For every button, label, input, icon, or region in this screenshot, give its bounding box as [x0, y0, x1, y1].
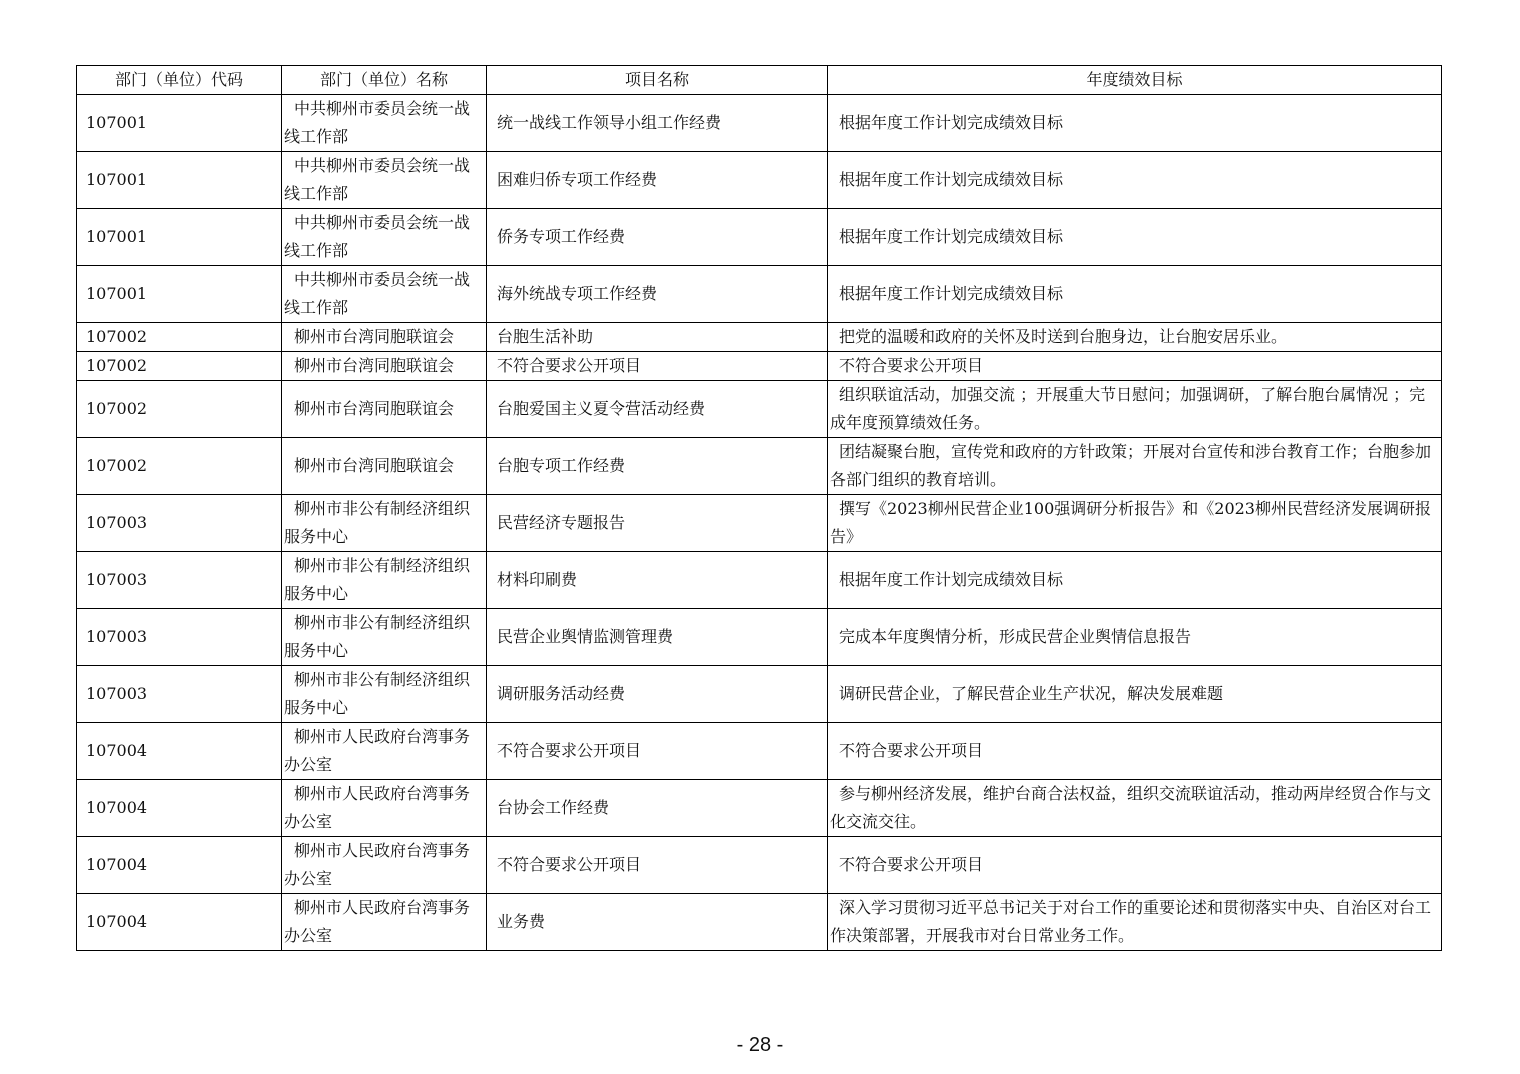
table-row	[77, 666, 1442, 723]
cell-annual-goal: 完成本年度舆情分析，形成民营企业舆情信息报告	[828, 609, 1442, 666]
table-row	[77, 495, 1442, 552]
cell-annual-goal: 根据年度工作计划完成绩效目标	[828, 152, 1442, 209]
cell-annual-goal: 根据年度工作计划完成绩效目标	[828, 95, 1442, 152]
cell-dept-name: 柳州市非公有制经济组织服务中心	[282, 552, 487, 609]
cell-dept-code: 107004	[77, 723, 282, 780]
table-row	[77, 352, 1442, 381]
cell-project-name: 侨务专项工作经费	[487, 209, 828, 266]
cell-annual-goal: 深入学习贯彻习近平总书记关于对台工作的重要论述和贯彻落实中央、自治区对台工作决策部署，开展我市对台日常业务工作。	[828, 894, 1442, 951]
cell-project-name: 台胞爱国主义夏令营活动经费	[487, 381, 828, 438]
cell-project-name: 海外统战专项工作经费	[487, 266, 828, 323]
cell-dept-name: 柳州市非公有制经济组织服务中心	[282, 666, 487, 723]
cell-annual-goal: 不符合要求公开项目	[828, 837, 1442, 894]
cell-dept-code: 107001	[77, 209, 282, 266]
cell-annual-goal: 团结凝聚台胞，宣传党和政府的方针政策；开展对台宣传和涉台教育工作；台胞参加各部门组织的教育培训。	[828, 438, 1442, 495]
cell-dept-name: 柳州市人民政府台湾事务办公室	[282, 780, 487, 837]
cell-dept-code: 107003	[77, 609, 282, 666]
cell-dept-name: 柳州市非公有制经济组织服务中心	[282, 609, 487, 666]
table-row	[77, 152, 1442, 209]
table-row	[77, 438, 1442, 495]
table-row	[77, 381, 1442, 438]
cell-project-name: 台胞专项工作经费	[487, 438, 828, 495]
table-row	[77, 609, 1442, 666]
cell-dept-code: 107004	[77, 837, 282, 894]
performance-goals-table	[76, 65, 1442, 951]
table-row	[77, 837, 1442, 894]
cell-dept-name: 中共柳州市委员会统一战线工作部	[282, 266, 487, 323]
header-project-name: 项目名称	[487, 66, 828, 95]
cell-annual-goal: 组织联谊活动，加强交流 ；开展重大节日慰问；加强调研，了解台胞台属情况 ；完成年度预算绩效任务。	[828, 381, 1442, 438]
cell-annual-goal: 参与柳州经济发展，维护台商合法权益，组织交流联谊活动，推动两岸经贸合作与文化交流交往。	[828, 780, 1442, 837]
cell-dept-code: 107004	[77, 894, 282, 951]
cell-annual-goal: 不符合要求公开项目	[828, 352, 1442, 381]
table-row	[77, 723, 1442, 780]
cell-dept-name: 柳州市台湾同胞联谊会	[282, 323, 487, 352]
cell-project-name: 材料印刷费	[487, 552, 828, 609]
cell-dept-code: 107001	[77, 266, 282, 323]
table-row	[77, 552, 1442, 609]
performance-goals-table-wrapper	[76, 65, 1441, 951]
table-row	[77, 266, 1442, 323]
cell-dept-code: 107003	[77, 552, 282, 609]
cell-dept-name: 柳州市台湾同胞联谊会	[282, 352, 487, 381]
table-header-row	[77, 66, 1442, 95]
cell-project-name: 不符合要求公开项目	[487, 352, 828, 381]
cell-project-name: 台协会工作经费	[487, 780, 828, 837]
cell-dept-name: 柳州市人民政府台湾事务办公室	[282, 894, 487, 951]
cell-dept-code: 107004	[77, 780, 282, 837]
cell-dept-code: 107001	[77, 95, 282, 152]
table-row	[77, 209, 1442, 266]
cell-dept-code: 107002	[77, 381, 282, 438]
cell-project-name: 民营经济专题报告	[487, 495, 828, 552]
cell-dept-name: 中共柳州市委员会统一战线工作部	[282, 95, 487, 152]
cell-dept-code: 107002	[77, 438, 282, 495]
cell-dept-name: 中共柳州市委员会统一战线工作部	[282, 152, 487, 209]
cell-dept-code: 107002	[77, 352, 282, 381]
cell-project-name: 统一战线工作领导小组工作经费	[487, 95, 828, 152]
cell-dept-name: 柳州市人民政府台湾事务办公室	[282, 837, 487, 894]
table-row	[77, 780, 1442, 837]
cell-annual-goal: 调研民营企业，了解民营企业生产状况，解决发展难题	[828, 666, 1442, 723]
cell-project-name: 不符合要求公开项目	[487, 837, 828, 894]
cell-annual-goal: 撰写《2023柳州民营企业100强调研分析报告》和《2023柳州民营经济发展调研报告》	[828, 495, 1442, 552]
cell-annual-goal: 根据年度工作计划完成绩效目标	[828, 552, 1442, 609]
cell-annual-goal: 把党的温暖和政府的关怀及时送到台胞身边，让台胞安居乐业。	[828, 323, 1442, 352]
cell-dept-name: 中共柳州市委员会统一战线工作部	[282, 209, 487, 266]
cell-project-name: 台胞生活补助	[487, 323, 828, 352]
cell-dept-name: 柳州市人民政府台湾事务办公室	[282, 723, 487, 780]
cell-project-name: 民营企业舆情监测管理费	[487, 609, 828, 666]
cell-dept-code: 107001	[77, 152, 282, 209]
cell-annual-goal: 不符合要求公开项目	[828, 723, 1442, 780]
cell-dept-code: 107002	[77, 323, 282, 352]
header-annual-goal: 年度绩效目标	[828, 66, 1442, 95]
cell-dept-name: 柳州市台湾同胞联谊会	[282, 381, 487, 438]
cell-project-name: 困难归侨专项工作经费	[487, 152, 828, 209]
cell-dept-name: 柳州市非公有制经济组织服务中心	[282, 495, 487, 552]
header-dept-name: 部门（单位）名称	[282, 66, 487, 95]
table-row	[77, 95, 1442, 152]
cell-project-name: 业务费	[487, 894, 828, 951]
cell-project-name: 调研服务活动经费	[487, 666, 828, 723]
cell-dept-name: 柳州市台湾同胞联谊会	[282, 438, 487, 495]
cell-annual-goal: 根据年度工作计划完成绩效目标	[828, 266, 1442, 323]
page-number: - 28 -	[736, 1034, 784, 1056]
cell-annual-goal: 根据年度工作计划完成绩效目标	[828, 209, 1442, 266]
header-dept-code: 部门（单位）代码	[77, 66, 282, 95]
table-row	[77, 894, 1442, 951]
cell-project-name: 不符合要求公开项目	[487, 723, 828, 780]
table-row	[77, 323, 1442, 352]
cell-dept-code: 107003	[77, 666, 282, 723]
cell-dept-code: 107003	[77, 495, 282, 552]
